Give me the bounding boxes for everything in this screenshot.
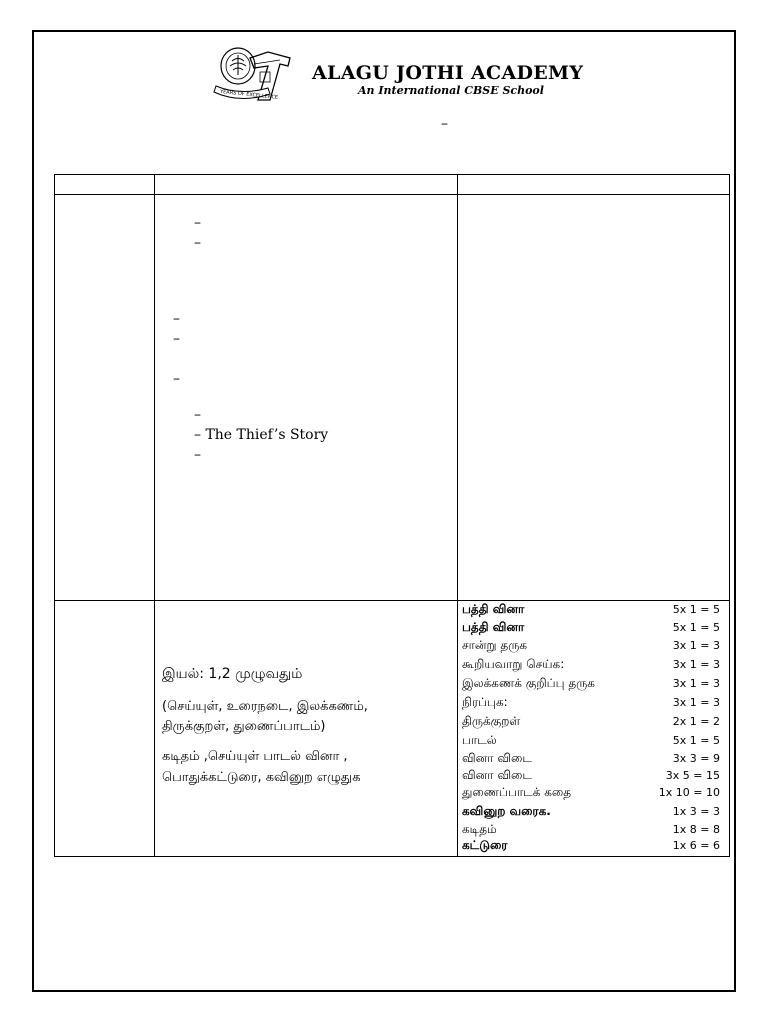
marks-row [462,695,720,713]
syllabus-line-5: பொதுக்கட்டுரை, கவினுற எழுதுக [162,770,361,785]
marks-row [462,785,720,803]
marks-value: 5x 1 = 5 [672,621,720,634]
row1-item-7: – The Thief’s Story [194,427,329,443]
marks-value: 3x 1 = 3 [672,639,720,652]
marks-row [462,751,720,769]
marks-row [462,602,720,620]
marks-label: இலக்கணக் குறிப்பு தருக [462,676,595,690]
marks-label: கவினுற வரைக. [462,804,551,818]
row1-item-6: – [194,407,201,423]
marks-row [462,620,720,638]
marks-row [462,768,720,786]
marks-label: சான்று தருக [462,638,528,652]
marks-label: பத்தி வினா [462,602,525,616]
marks-label: வினா விடை [462,768,532,782]
syllabus-line-1: இயல்: 1,2 முழுவதும் [162,666,303,682]
marks-label: பத்தி வினா [462,620,525,634]
marks-label: கட்டுரை [462,838,508,852]
marks-label: கடிதம் [462,822,497,836]
marks-value: 3x 5 = 15 [665,769,720,782]
row1-item-2: – [194,235,201,251]
marks-value: 3x 1 = 3 [672,677,720,690]
marks-label: வினா விடை [462,751,532,765]
marks-row [462,714,720,732]
marks-value: 2x 1 = 2 [672,715,720,728]
marks-value: 3x 1 = 3 [672,658,720,671]
row1-item-5: – [173,371,180,387]
syllabus-line-4: கடிதம் ,செய்யுள் பாடல் வினா , [162,749,348,764]
row1-item-1: – [194,215,201,231]
marks-label: பாடல் [462,733,497,747]
marks-row [462,733,720,751]
marks-value: 1x 8 = 8 [672,823,720,836]
marks-value: 3x 1 = 3 [672,696,720,709]
marks-value: 5x 1 = 5 [672,603,720,616]
row1-item-8: – [194,447,201,463]
marks-row [462,657,720,675]
marks-row [462,804,720,822]
row1-item-4: – [173,331,180,347]
school-name: ALAGU JOTHI ACADEMY [312,62,584,84]
marks-label: திருக்குறள் [462,714,521,728]
marks-row [462,638,720,656]
header-dash: – [441,116,448,132]
marks-row [462,838,720,856]
marks-label: நிரப்புக: [462,695,508,709]
marks-value: 3x 3 = 9 [672,752,720,765]
marks-value: 5x 1 = 5 [672,734,720,747]
marks-value: 1x 10 = 10 [658,786,720,799]
marks-label: துணைப்பாடக் கதை [462,785,572,799]
marks-label: கூறியவாறு செய்க: [462,657,565,671]
marks-value: 1x 3 = 3 [672,805,720,818]
svg-text:YEARS OF EXCELLENCE: YEARS OF EXCELLENCE [219,88,279,101]
row1-item-3: – [173,311,180,327]
syllabus-line-2: (செய்யுள், உரைநடை, இலக்கணம், [162,699,368,714]
marks-row [462,676,720,694]
school-subtitle: An International CBSE School [358,84,544,97]
syllabus-line-3: திருக்குறள், துணைப்பாடம்) [162,719,326,734]
marks-value: 1x 6 = 6 [672,839,720,852]
school-logo [210,44,304,114]
